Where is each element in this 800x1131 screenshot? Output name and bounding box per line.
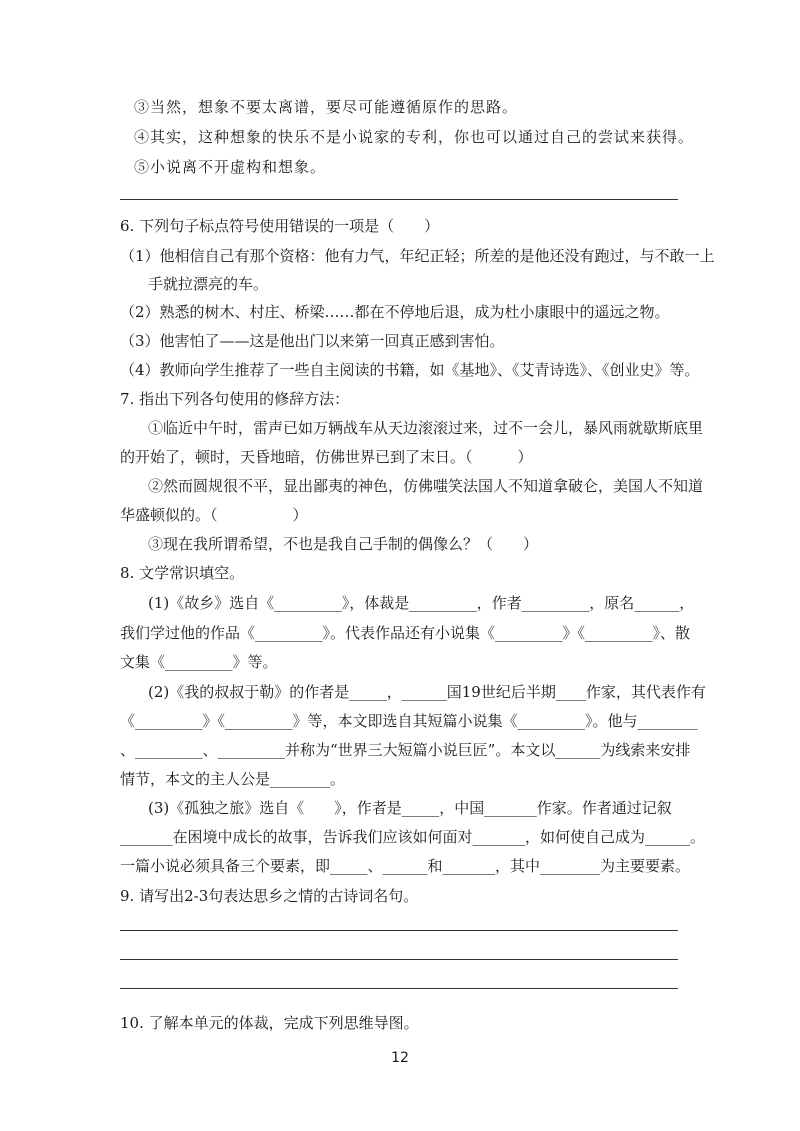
item-4: ④其实，这种想象的快乐不是小说家的专利，你也可以通过自己的尝试来获得。 <box>134 128 695 146</box>
q7-stem: 7. 指出下列各句使用的修辞方法： <box>120 390 350 408</box>
q6-option-2: （2）熟悉的树木、村庄、桥梁……都在不停地后退，成为杜小康眼中的遥远之物。 <box>120 303 670 321</box>
answer-line <box>120 959 678 960</box>
q10-stem: 10. 了解本单元的体裁，完成下列思维导图。 <box>120 1014 419 1032</box>
q9-stem: 9. 请写出2-3句表达思乡之情的古诗词名句。 <box>120 887 419 905</box>
q8-line-5: 《_________》《_________》等，本文即选自其短篇小说集《_________》。他与________ <box>120 712 698 730</box>
q7-line-1: ①临近中午时，雷声已如万辆战车从天边滚滚过来，过不一会儿，暴风雨就歇斯底里 <box>148 419 704 437</box>
q8-line-10: 一篇小说必须具备三个要素，即_____、______和_______，其中________为主要要素。 <box>120 857 691 875</box>
page-number: 12 <box>391 1050 409 1066</box>
q8-line-3: 文集《_________》等。 <box>120 653 278 671</box>
q6-option-1: （1）他相信自己有那个资格：他有力气，年纪正轻；所差的是他还没有跑过，与不敢一上 <box>120 247 715 265</box>
q8-line-6: 、_________、_________并称为“世界三大短篇小说巨匠”。本文以______为线索来安排 <box>120 741 691 759</box>
q8-stem: 8. 文学常识填空。 <box>120 564 245 582</box>
item-5: ⑤小说离不开虚构和想象。 <box>134 158 327 176</box>
answer-line <box>120 988 678 989</box>
q6-option-4: （4）教师向学生推荐了一些自主阅读的书籍，如《基地》、《艾青诗选》、《创业史》等。 <box>120 361 700 379</box>
q8-line-7: 情节，本文的主人公是________。 <box>120 770 346 788</box>
q7-line-2: 的开始了，顿时，天昏地暗，仿佛世界已到了末日。（ ） <box>120 448 533 466</box>
q8-line-4: (2)《我的叔叔于勒》的作者是_____，______国19世纪后半期____作家，其代表作有 <box>148 683 706 701</box>
q7-line-3: ②然而圆规很不平，显出鄙夷的神色，仿佛嗤笑法国人不知道拿破仑，美国人不知道 <box>148 477 704 495</box>
q6-option-1-cont: 手就拉漂亮的车。 <box>148 275 269 293</box>
q7-line-4: 华盛顿似的。（ ） <box>120 506 308 524</box>
answer-line <box>120 930 678 931</box>
item-3: ③当然，想象不要太离谱，要尽可能遵循原作的思路。 <box>134 98 519 116</box>
q8-line-9: _______在困境中成长的故事，告诉我们应该如何面对_______，如何使自己成为______。 <box>120 828 706 846</box>
q8-line-2: 我们学过他的作品《_________》。代表作品还有小说集《_________》《_________》、散 <box>120 624 691 642</box>
answer-line <box>120 199 678 200</box>
q6-stem: 6. 下列句子标点符号使用错误的一项是（ ） <box>120 217 440 235</box>
q8-line-1: (1)《故乡》选自《_________》，体裁是_________，作者_________，原名______， <box>148 594 695 612</box>
q7-line-5: ③现在我所谓希望，不也是我自己手制的偶像么？（ ） <box>148 535 539 553</box>
q8-line-8: (3)《孤独之旅》选自《 》，作者是_____，中国_______作家。作者通过记叙 <box>148 799 672 817</box>
q6-option-3: （3）他害怕了——这是他出门以来第一回真正感到害怕。 <box>120 332 505 350</box>
